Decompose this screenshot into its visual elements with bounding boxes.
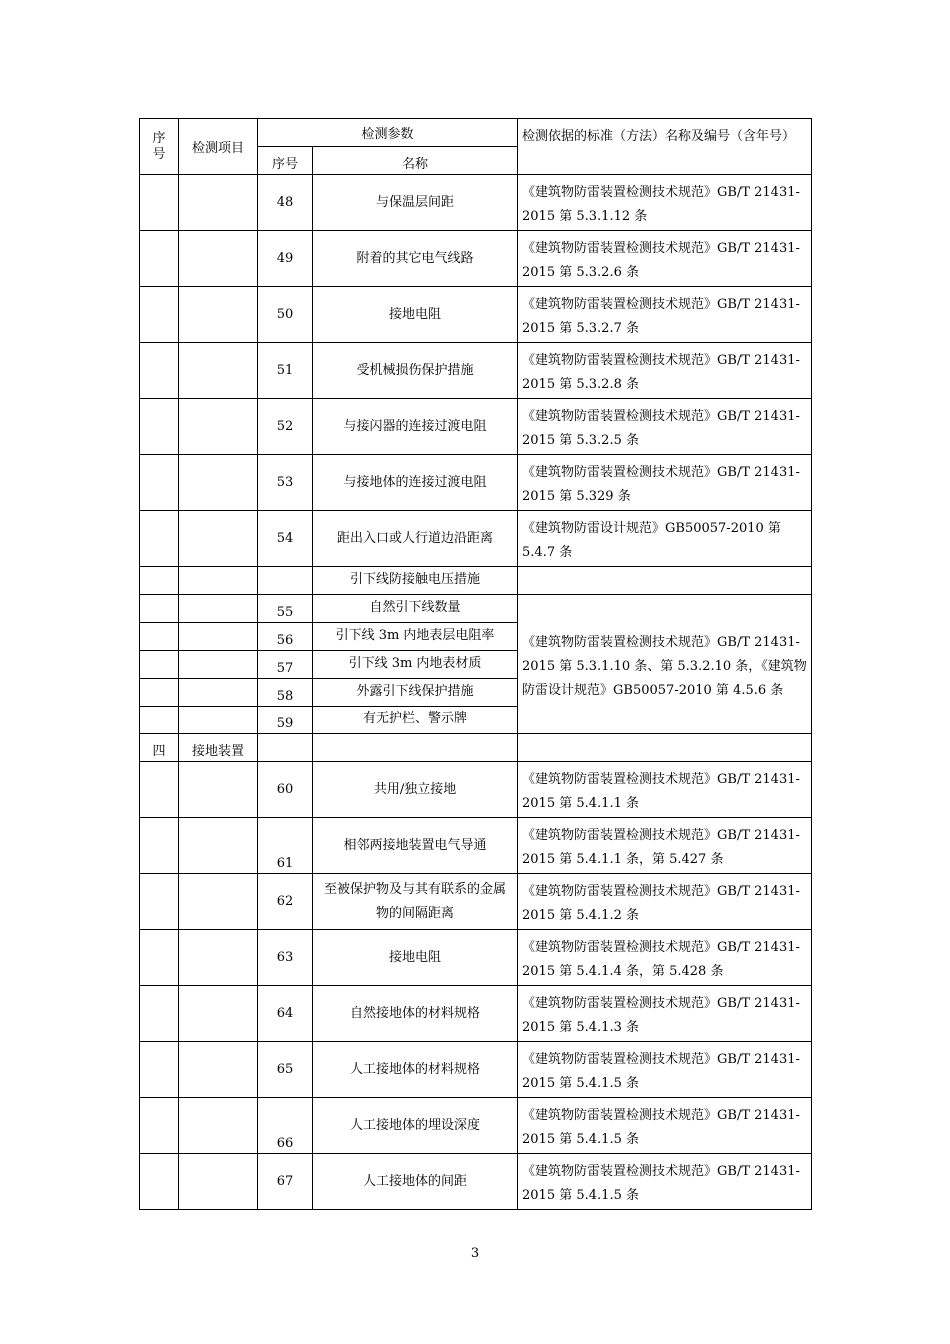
section-item: 接地装置	[179, 734, 258, 762]
cell-standard	[518, 734, 812, 762]
cell-no: 51	[258, 343, 313, 399]
cell-seq	[140, 930, 179, 986]
cell-item	[179, 679, 258, 707]
cell-name: 引下线 3m 内地表材质	[313, 651, 518, 679]
cell-no: 58	[258, 679, 313, 707]
cell-no: 53	[258, 455, 313, 511]
cell-name: 与接地体的连接过渡电阻	[313, 455, 518, 511]
cell-standard: 《建筑物防雷装置检测技术规范》GB/T 21431-2015 第 5.3.2.8 条	[518, 343, 812, 399]
inspection-table	[139, 118, 812, 1210]
cell-seq	[140, 874, 179, 930]
cell-name: 共用/独立接地	[313, 762, 518, 818]
cell-standard: 《建筑物防雷装置检测技术规范》GB/T 21431-2015 第 5.4.1.4 条，第 5.428 条	[518, 930, 812, 986]
cell-name: 接地电阻	[313, 930, 518, 986]
table-row	[140, 1042, 812, 1098]
cell-seq	[140, 679, 179, 707]
cell-standard: 《建筑物防雷装置检测技术规范》GB/T 21431-2015 第 5.3.1.12 条	[518, 175, 812, 231]
cell-item	[179, 1042, 258, 1098]
cell-seq	[140, 1042, 179, 1098]
cell-item	[179, 874, 258, 930]
cell-standard: 《建筑物防雷装置检测技术规范》GB/T 21431-2015 第 5.4.1.1 条，第 5.427 条	[518, 818, 812, 874]
cell-name: 至被保护物及与其有联系的金属物的间隔距离	[313, 874, 518, 930]
cell-item	[179, 1098, 258, 1154]
cell-item	[179, 287, 258, 343]
cell-item	[179, 623, 258, 651]
table-row	[140, 818, 812, 874]
table-row	[140, 1154, 812, 1210]
table-row	[140, 175, 812, 231]
cell-standard: 《建筑物防雷装置检测技术规范》GB/T 21431-2015 第 5.4.1.3 条	[518, 986, 812, 1042]
cell-no: 49	[258, 231, 313, 287]
cell-name: 有无护栏、警示牌	[313, 707, 518, 734]
cell-seq	[140, 455, 179, 511]
cell-standard: 《建筑物防雷设计规范》GB50057-2010 第 5.4.7 条	[518, 511, 812, 567]
cell-seq	[140, 1154, 179, 1210]
cell-no: 66	[258, 1098, 313, 1154]
cell-name: 相邻两接地装置电气导通	[313, 818, 518, 874]
cell-seq	[140, 986, 179, 1042]
cell-name: 自然引下线数量	[313, 595, 518, 623]
cell-standard: 《建筑物防雷装置检测技术规范》GB/T 21431-2015 第 5.4.1.1 条	[518, 762, 812, 818]
cell-no: 65	[258, 1042, 313, 1098]
cell-name: 与保温层间距	[313, 175, 518, 231]
cell-item	[179, 399, 258, 455]
cell-no	[258, 567, 313, 595]
cell-item	[179, 818, 258, 874]
cell-item	[179, 175, 258, 231]
cell-no: 50	[258, 287, 313, 343]
cell-standard: 《建筑物防雷装置检测技术规范》GB/T 21431-2015 第 5.3.2.5 条	[518, 399, 812, 455]
cell-no: 54	[258, 511, 313, 567]
cell-item	[179, 455, 258, 511]
cell-standard: 《建筑物防雷装置检测技术规范》GB/T 21431-2015 第 5.329 条	[518, 455, 812, 511]
table-row	[140, 567, 812, 595]
cell-no: 57	[258, 651, 313, 679]
cell-seq	[140, 595, 179, 623]
cell-no: 61	[258, 818, 313, 874]
section-row	[140, 734, 812, 762]
cell-seq	[140, 287, 179, 343]
cell-seq	[140, 399, 179, 455]
table-row	[140, 399, 812, 455]
cell-standard: 《建筑物防雷装置检测技术规范》GB/T 21431-2015 第 5.3.2.7 条	[518, 287, 812, 343]
cell-seq	[140, 175, 179, 231]
cell-seq	[140, 762, 179, 818]
cell-seq	[140, 511, 179, 567]
cell-name: 人工接地体的材料规格	[313, 1042, 518, 1098]
cell-seq	[140, 1098, 179, 1154]
header-params: 检测参数	[258, 119, 518, 147]
table-row	[140, 595, 812, 623]
header-param-name: 名称	[313, 147, 518, 175]
cell-no: 63	[258, 930, 313, 986]
cell-no: 64	[258, 986, 313, 1042]
section-seq: 四	[140, 734, 179, 762]
table-row	[140, 343, 812, 399]
cell-standard	[518, 567, 812, 595]
cell-no: 62	[258, 874, 313, 930]
cell-seq	[140, 343, 179, 399]
cell-item	[179, 343, 258, 399]
cell-name	[313, 734, 518, 762]
cell-no: 52	[258, 399, 313, 455]
cell-name: 接地电阻	[313, 287, 518, 343]
table-row	[140, 231, 812, 287]
cell-item	[179, 707, 258, 734]
table-row	[140, 455, 812, 511]
header-seq	[140, 119, 179, 175]
cell-no: 55	[258, 595, 313, 623]
header-param-seq: 序号	[258, 147, 313, 175]
table-row	[140, 287, 812, 343]
cell-standard: 《建筑物防雷装置检测技术规范》GB/T 21431-2015 第 5.4.1.5 条	[518, 1098, 812, 1154]
cell-item	[179, 511, 258, 567]
header-item: 检测项目	[179, 119, 258, 175]
cell-seq	[140, 818, 179, 874]
table-row	[140, 986, 812, 1042]
cell-name: 外露引下线保护措施	[313, 679, 518, 707]
cell-seq	[140, 651, 179, 679]
cell-no: 67	[258, 1154, 313, 1210]
table-row	[140, 874, 812, 930]
cell-name: 附着的其它电气线路	[313, 231, 518, 287]
cell-item	[179, 762, 258, 818]
cell-seq	[140, 623, 179, 651]
cell-standard: 《建筑物防雷装置检测技术规范》GB/T 21431-2015 第 5.4.1.5 条	[518, 1042, 812, 1098]
cell-name: 距出入口或人行道边沿距离	[313, 511, 518, 567]
cell-item	[179, 567, 258, 595]
table-row	[140, 930, 812, 986]
header-seq-label: 序号	[152, 130, 166, 162]
cell-item	[179, 231, 258, 287]
cell-no: 56	[258, 623, 313, 651]
cell-name: 自然接地体的材料规格	[313, 986, 518, 1042]
cell-name: 引下线防接触电压措施	[313, 567, 518, 595]
cell-standard: 《建筑物防雷装置检测技术规范》GB/T 21431-2015 第 5.4.1.5 条	[518, 1154, 812, 1210]
cell-name: 人工接地体的埋设深度	[313, 1098, 518, 1154]
cell-item	[179, 1154, 258, 1210]
cell-standard: 《建筑物防雷装置检测技术规范》GB/T 21431-2015 第 5.4.1.2 条	[518, 874, 812, 930]
table-row	[140, 1098, 812, 1154]
cell-no: 59	[258, 707, 313, 734]
cell-name: 引下线 3m 内地表层电阻率	[313, 623, 518, 651]
header-standard: 检测依据的标准（方法）名称及编号（含年号）	[518, 119, 812, 175]
cell-item	[179, 651, 258, 679]
cell-name: 人工接地体的间距	[313, 1154, 518, 1210]
cell-item	[179, 930, 258, 986]
table-row	[140, 762, 812, 818]
table-row	[140, 511, 812, 567]
cell-seq	[140, 567, 179, 595]
cell-standard: 《建筑物防雷装置检测技术规范》GB/T 21431-2015 第 5.3.2.6 条	[518, 231, 812, 287]
page-number: 3	[470, 1246, 480, 1261]
cell-no	[258, 734, 313, 762]
cell-no: 48	[258, 175, 313, 231]
cell-name: 与接闪器的连接过渡电阻	[313, 399, 518, 455]
cell-name: 受机械损伤保护措施	[313, 343, 518, 399]
cell-item	[179, 986, 258, 1042]
cell-no: 60	[258, 762, 313, 818]
cell-seq	[140, 231, 179, 287]
cell-item	[179, 595, 258, 623]
cell-standard-merged: 《建筑物防雷装置检测技术规范》GB/T 21431-2015 第 5.3.1.10 条、第 5.3.2.10 条，《建筑物防雷设计规范》GB50057-2010 第 4.5.6 条	[518, 595, 812, 734]
cell-seq	[140, 707, 179, 734]
